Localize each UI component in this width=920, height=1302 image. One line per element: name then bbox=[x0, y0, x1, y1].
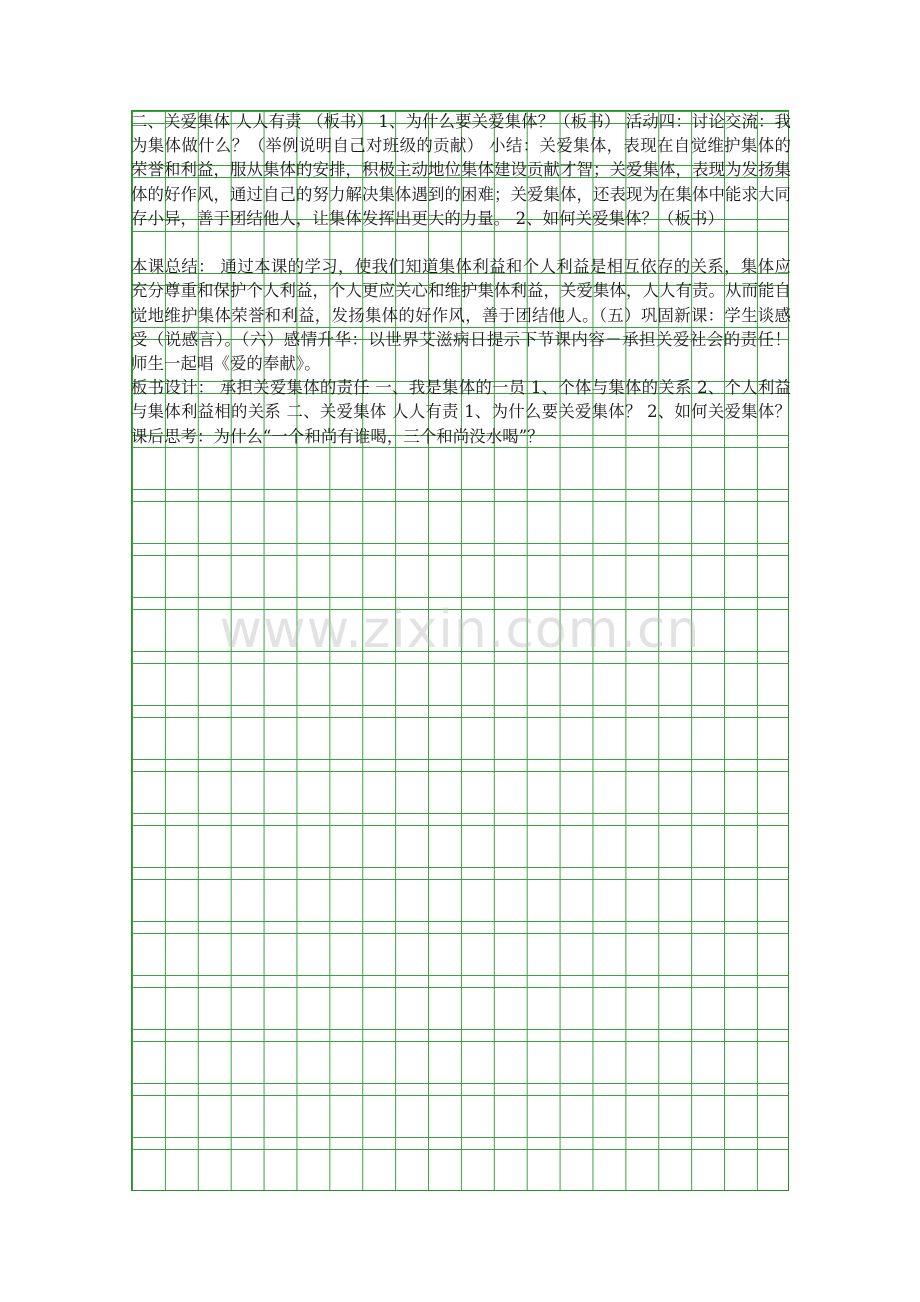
paragraph-board-design: 板书设计： 承担关爱集体的责任 一、我是集体的一员 1、个体与集体的关系 2、个人利益与集体利益相的关系 二、关爱集体 人人有责 1、为什么要关爱集体？ 2、如何关爱集体？ 课后思考：为什么“一个和尚有谁喝，三个和尚没水喝”？ bbox=[131, 378, 791, 446]
watermark: www.zixin.com.cn bbox=[219, 600, 701, 660]
paragraph-lesson-summary: 本课总结： 通过本课的学习，使我们知道集体利益和个人利益是相互依存的关系，集体应充分尊重和保护个人利益，个人更应关心和维护集体利益，关爱集体，人人有责。从而能自觉地维护集体荣誉和利益，发扬集体的好作风，善于团结他人。（五）巩固新课：学生谈感受（说感言）。（六）感情升华：以世界艾滋病日提示下节课内容－承担关爱社会的责任！ 师生一起唱《爱的奉献》。 bbox=[131, 257, 791, 374]
document-body bbox=[131, 110, 791, 449]
paragraph-activity-summary: 二、关爱集体 人人有责 （板书） 1、为什么要关爱集体？（板书） 活动四：讨论交流：我为集体做什么？（举例说明自己对班级的贡献） 小结：关爱集体，表现在自觉维护集体的荣誉和利益，服从集体的安排，积极主动地位集体建设贡献才智；关爱集体，表现为发扬集体的好作风，通过自己的努力解决集体遇到的困难；关爱集体，还表现为在集体中能求大同存小异，善于团结他人，让集体发挥出更大的力量。 2、如何关爱集体？（板书） bbox=[131, 112, 791, 228]
paragraph-spacer bbox=[131, 231, 791, 255]
